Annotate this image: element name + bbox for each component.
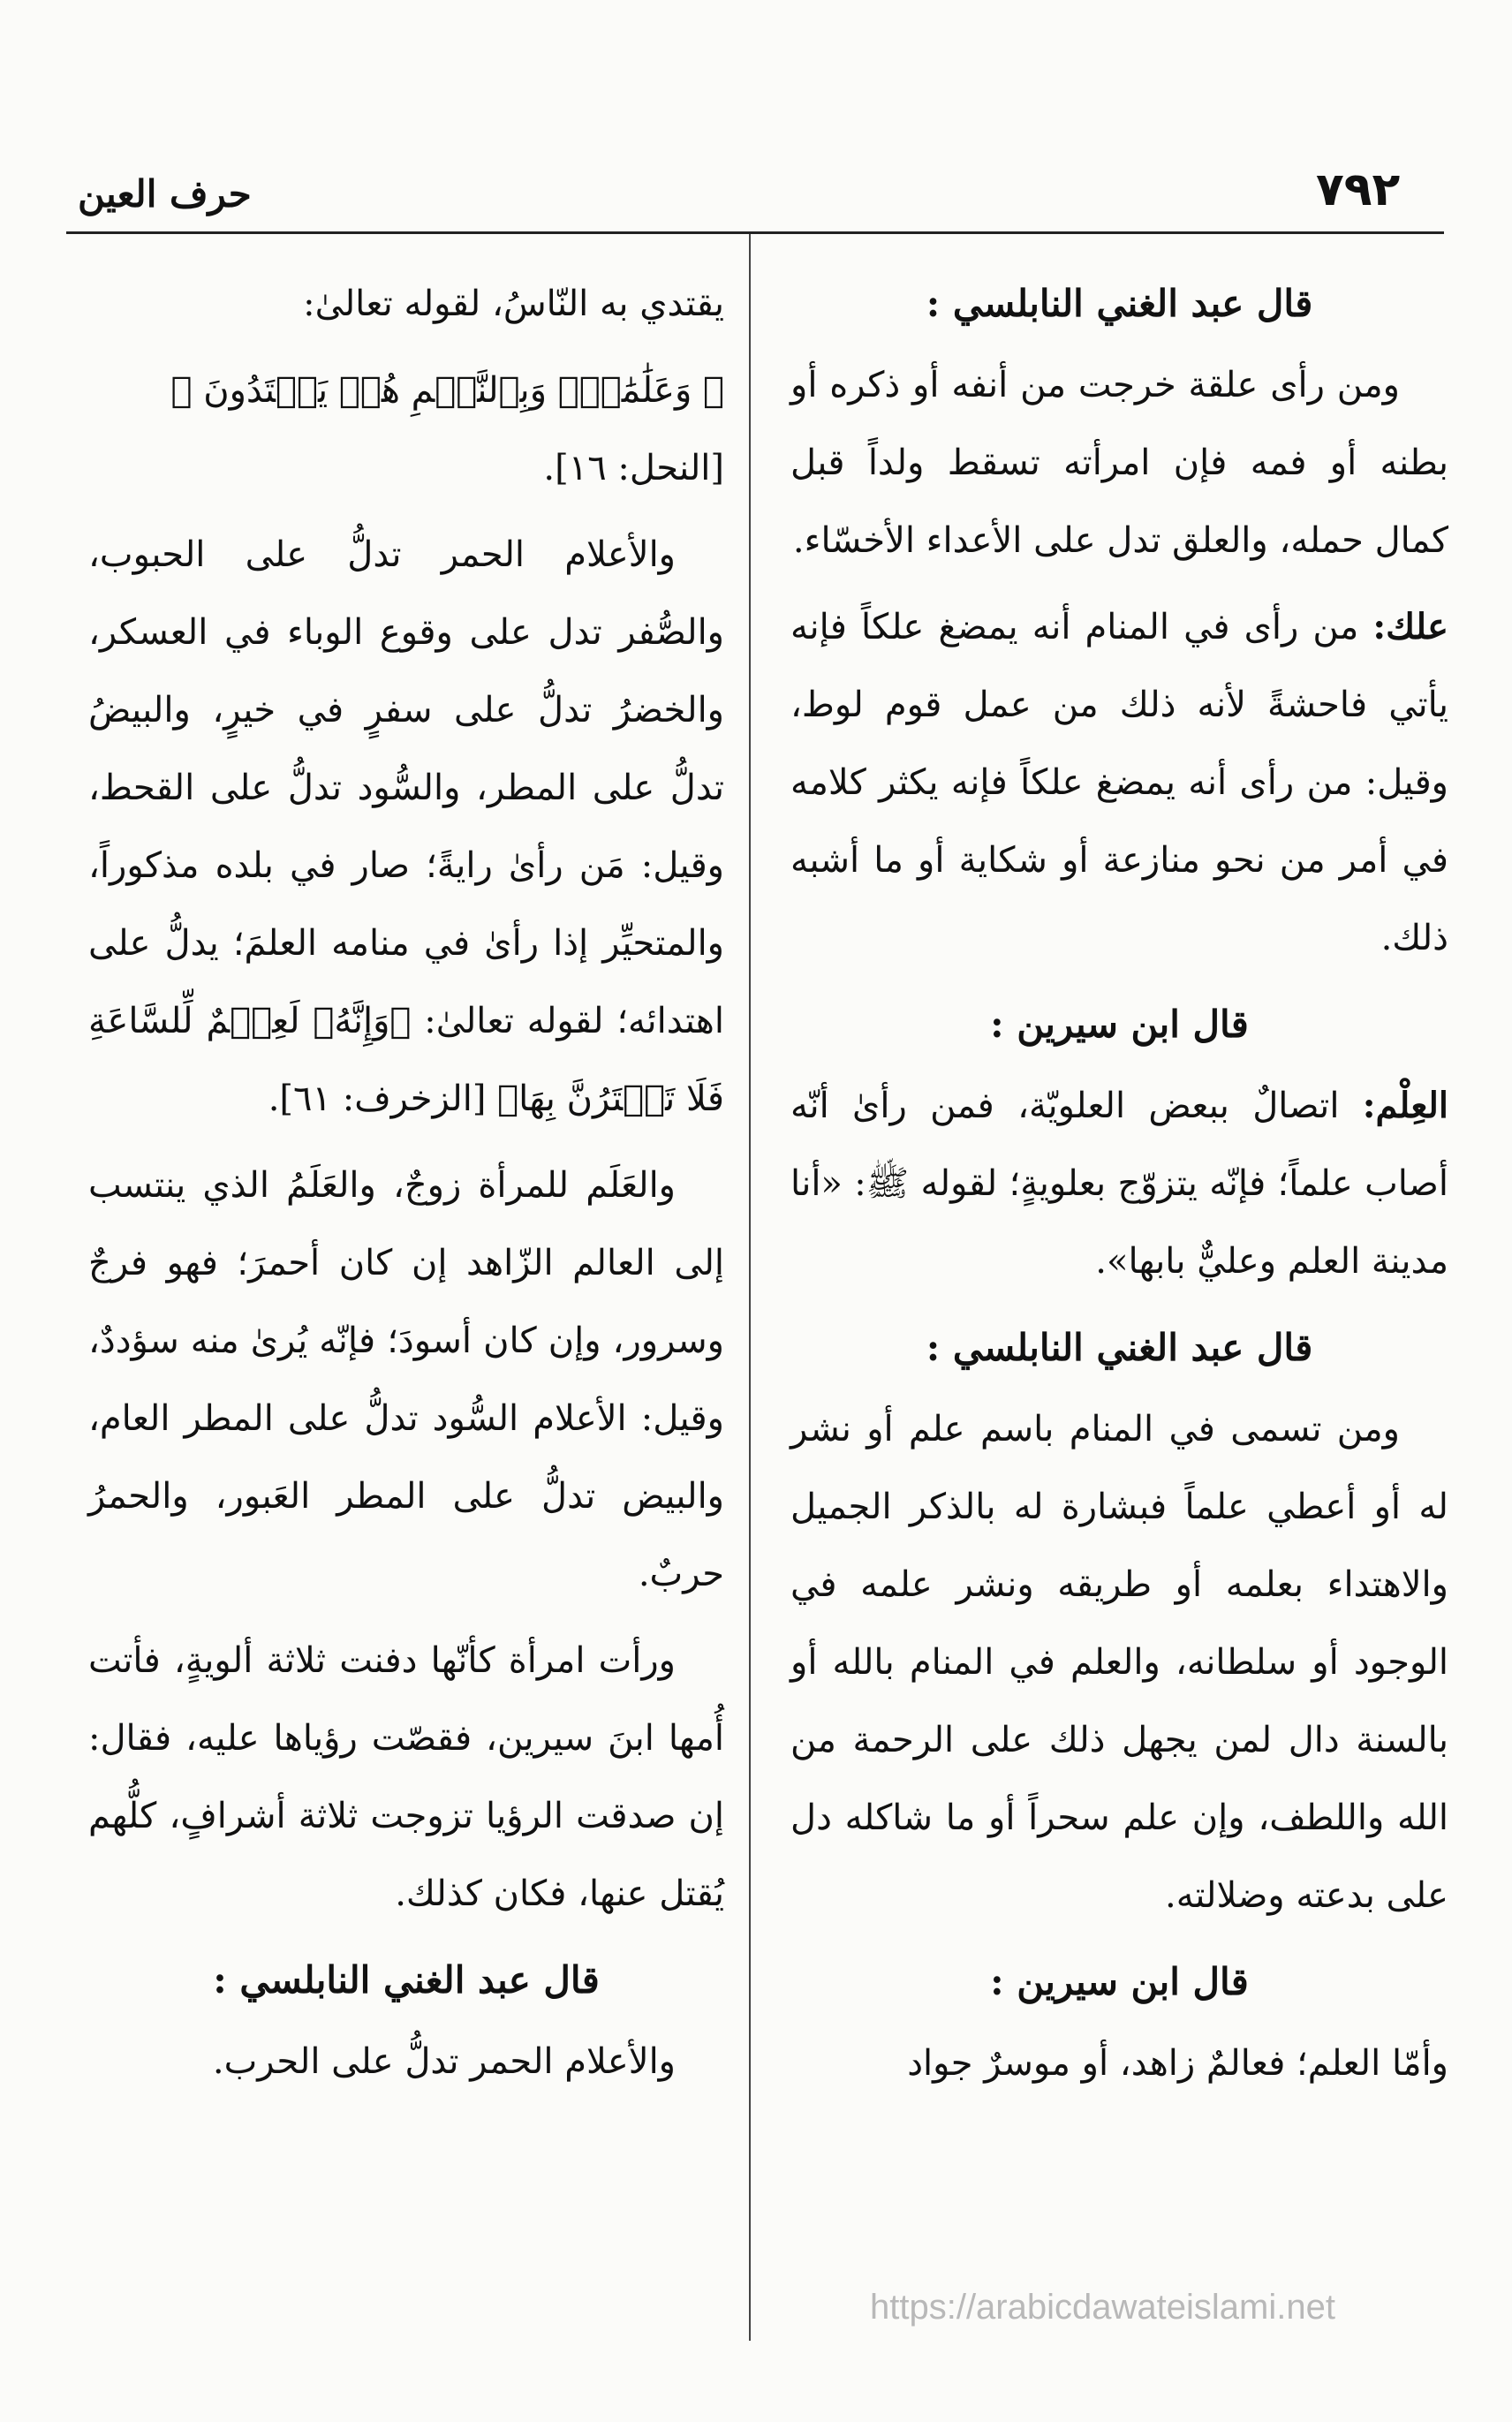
chapter-title: حرف العين (78, 172, 252, 216)
section-heading: قال عبد الغني النابلسي : (926, 282, 1313, 325)
verse-reference: [النحل: ١٦]. (543, 448, 724, 488)
left-column (88, 265, 724, 2109)
paragraph: والأعلام الحمر تدلُّ على الحبوب، والصُّفر تدل على وقوع الوباء في العسكر، والخضرُ تدلُّ على سفرٍ في خيرٍ، والبيضُ تدلُّ على المطر، والسُّود تدلُّ على القحط، وقيل: مَن رأىٰ رايةً؛ صار في بلده مذكوراً، والمتحيِّر إذا رأىٰ في منامه العلمَ؛ يدلُّ على اهتدائه؛ لقوله تعالىٰ: ﴿وَإِنَّهُۥ لَعِلۡمٌ لِّلسَّاعَةِ فَلَا تَمۡتَرُنَّ بِهَا﴾ [الزخرف: ٦١]. (88, 534, 724, 1119)
section-heading: قال ابن سيرين : (990, 1003, 1249, 1046)
paragraph: والأعلام الحمر تدلُّ على الحرب. (212, 2041, 676, 2082)
page-number: ٧٩٢ (1316, 163, 1401, 216)
section-heading: قال عبد الغني النابلسي : (926, 1326, 1313, 1369)
quran-verse: ﴿ وَعَلَٰمَٰتٍۚ وَبِٱلنَّجۡمِ هُمۡ يَهۡتَدُونَ ﴾ (170, 370, 724, 411)
paragraph: وأمّا العلم؛ فعالمٌ زاهد، أو موسرٌ جواد (907, 2043, 1448, 2084)
paragraph: يقتدي به النّاسُ، لقوله تعالىٰ: (303, 284, 724, 324)
entry-paragraph (790, 1067, 1448, 1300)
section-heading: قال عبد الغني النابلسي : (213, 1958, 600, 2002)
column-divider (749, 234, 751, 2341)
paragraph: ومن رأى علقة خرجت من أنفه أو ذكره أو بطنه أو فمه فإن امرأته تسقط ولداً قبل كمال حمله، والعلق تدل على الأعداء الأخسّاء. (790, 365, 1449, 561)
entry-term: العِلْم: (1362, 1085, 1448, 1126)
paragraph: والعَلَم للمرأة زوجٌ، والعَلَمُ الذي ينتسب إلى العالم الزّاهد إن كان أحمرَ؛ فهو فرجٌ وسرور، وإن كان أسودَ؛ فإنّه يُرىٰ منه سؤددٌ، وقيل: الأعلام السُّود تدلُّ على المطر العام، والبيض تدلُّ على المطر العَبور، والحمرُ حربٌ. (88, 1165, 724, 1594)
paragraph: ورأت امرأة كأنّها دفنت ثلاثة ألويةٍ، فأتت أُمها ابنَ سيرين، فقصّت رؤياها عليه، فقال: إن صدقت الرؤيا تزوجت ثلاثة أشرافٍ، كلُّهم يُقتل عنها، فكان كذلك. (88, 1640, 724, 1914)
entry-text: من رأى في المنام أنه يمضغ علكاً فإنه يأتي فاحشةً لأنه ذلك من عمل قوم لوط، وقيل: من رأى أنه يمضغ علكاً فإنه يكثر كلامه في أمر من نحو منازعة أو شكاية أو ما أشبه ذلك. (790, 607, 1448, 958)
entry-term: علك: (1372, 606, 1448, 647)
header-rule (66, 231, 1444, 234)
entry-text: اتصالٌ ببعض العلويّة، فمن رأىٰ أنّه أصاب علماً؛ فإنّه يتزوّج بعلويةٍ؛ لقوله ﷺ: «أنا مدينة العلم وعليٌّ بابها». (790, 1086, 1448, 1282)
right-column (790, 265, 1448, 2111)
section-heading: قال ابن سيرين : (990, 1960, 1249, 2003)
watermark-url: https://arabicdawateislami.net (870, 2288, 1335, 2327)
entry-paragraph (790, 588, 1448, 977)
paragraph: ومن تسمى في المنام باسم علم أو نشر له أو أعطي علماً فبشارة له بالذكر الجميل والاهتداء بعلمه أو طريقه ونشر علمه في الوجود أو سلطانه، والعلم في المنام بالله أو بالسنة دال لمن يجهل ذلك على الرحمة من الله واللطف، وإن علم سحراً أو ما شاكله دل على بدعته وضلالته. (790, 1409, 1448, 1916)
